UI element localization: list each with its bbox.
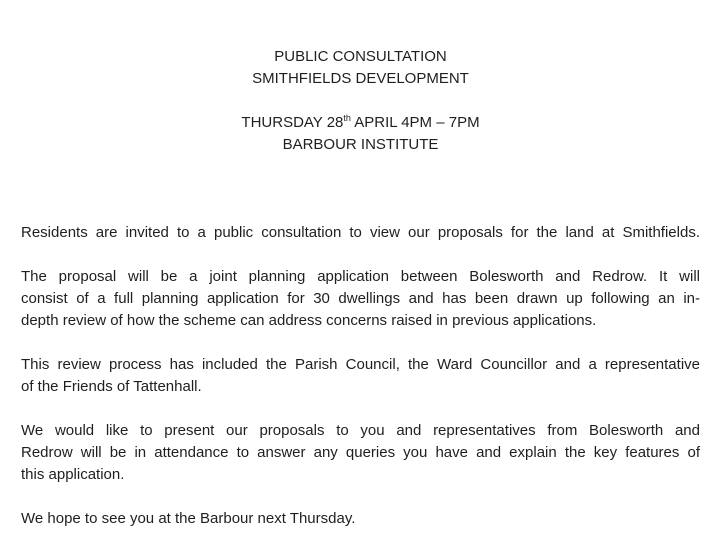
paragraph-line: This review process has included the Parish Council, the Ward Councillor and a representative [21, 356, 700, 373]
event-date-prefix: THURSDAY 28 [241, 114, 344, 131]
notice-title-line-2: SMITHFIELDS DEVELOPMENT [252, 70, 469, 87]
paragraph-proposal [21, 266, 700, 332]
event-date-line [21, 112, 700, 134]
paragraph-line: We would like to present our proposals to you and representatives from Bolesworth and [21, 422, 700, 439]
event-venue-line: BARBOUR INSTITUTE [282, 136, 439, 153]
paragraph-line: The proposal will be a joint planning application between Bolesworth and Redrow. It will [21, 268, 700, 285]
event-date-suffix: APRIL 4PM – 7PM [350, 114, 480, 131]
paragraph-line: this application. [21, 466, 125, 483]
paragraph-line: We hope to see you at the Barbour next Thursday. [21, 510, 356, 527]
title-block [21, 46, 700, 156]
paragraph-line: Redrow will be in attendance to answer any queries you have and explain the key features of [21, 444, 700, 461]
paragraph-invitation [21, 222, 700, 244]
date-ordinal-superscript: th [343, 113, 351, 123]
paragraph-review-process [21, 354, 700, 398]
paragraph-line: depth review of how the scheme can address concerns raised in previous applications. [21, 312, 597, 329]
paragraph-line: Residents are invited to a public consultation to view our proposals for the land at Smithfields. [21, 224, 700, 241]
paragraph-line: consist of a full planning application for 30 dwellings and has been drawn up following an in- [21, 290, 700, 307]
paragraph-attendance [21, 420, 700, 486]
paragraph-closing [21, 508, 700, 530]
notice-title-line-1: PUBLIC CONSULTATION [274, 48, 447, 65]
paragraph-line: of the Friends of Tattenhall. [21, 378, 202, 395]
